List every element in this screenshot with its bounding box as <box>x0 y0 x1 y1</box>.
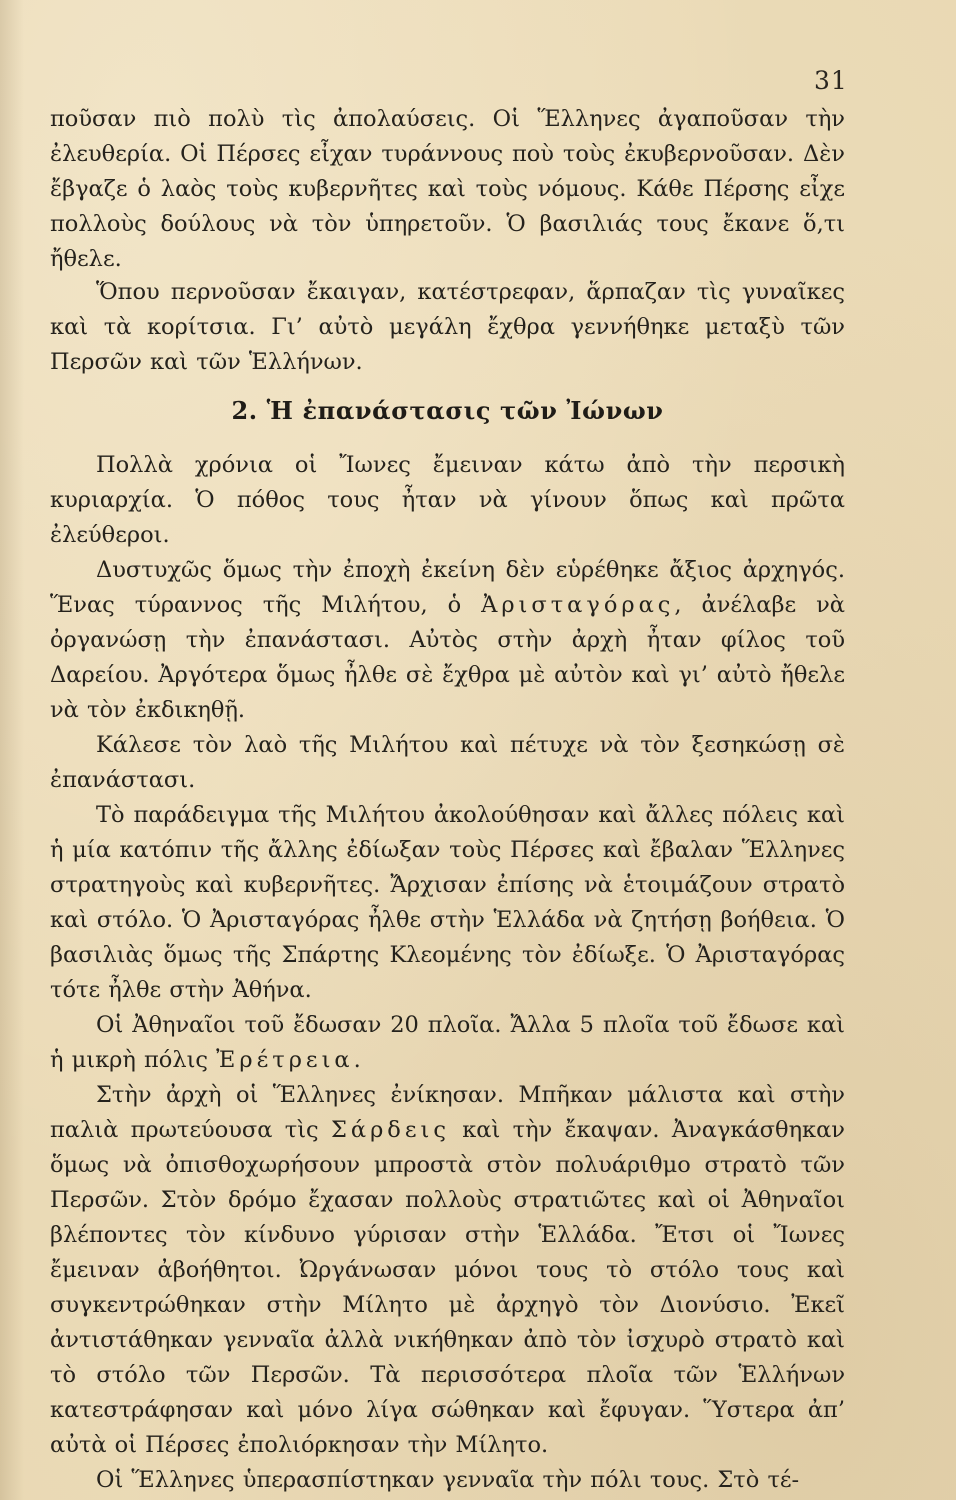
paragraph-hostility <box>50 275 845 380</box>
paragraph-sardis-and-defeat <box>50 1078 845 1463</box>
page-edge-shadow <box>0 0 24 1500</box>
paragraph-defense-of-miletus: Οἱ Ἕλληνες ὑπερασπίστηκαν γενναῖα τὴν πόλι τους. Στὸ τέ- <box>96 1467 800 1493</box>
paragraph-athenian-ships-part-1: Οἱ Ἀθηναῖοι τοῦ ἔδωσαν 20 πλοῖα. Ἄλλα 5 πλοῖα τοῦ ἔδωσε καὶ ἡ μικρὴ πόλις <box>50 1012 845 1073</box>
paragraph-sardis-part-1: Στὴν ἀρχὴ οἱ Ἕλληνες ἐνίκησαν. Μπῆκαν μάλιστα καὶ στὴν παλιὰ πρωτεύουσα τὶς <box>50 1082 845 1143</box>
section-heading: 2. Ἡ ἐπανάστασις τῶν Ἰώνων <box>231 396 664 425</box>
paragraph-continuation <box>50 102 845 277</box>
paragraph-sardis-part-2: καὶ τὴν ἔκαψαν. Ἀναγκάσθηκαν ὅμως νὰ ὀπισθοχωρήσουν μπροστὰ στὸν πολυάριθμο στρατὸ τῶν Περσῶν. Στὸν δρόμο ἔχασαν πολλοὺς στρατιῶτες καὶ οἱ Ἀθηναῖοι βλέποντες τὸν κίνδυνο γύρισαν στὴν Ἑλλάδα. Ἔτσι οἱ Ἴωνες ἔμειναν ἀβοήθητοι. Ὠργάνωσαν μόνοι τους τὸ στόλο τους καὶ συγκεντρώθηκαν στὴν Μίλητο μὲ ἀρχηγὸ τὸν Διονύσιο. Ἐκεῖ ἀντιστάθηκαν γενναῖα ἀλλὰ νικήθηκαν ἀπὸ τὸν ἰσχυρὸ στρατὸ καὶ τὸ στόλο τῶν Περσῶν. Τὰ περισσότερα πλοῖα τῶν Ἑλλήνων κατεστράφησαν καὶ μόνο λίγα σώθηκαν καὶ ἔφυγαν. Ὕστερα ἀπ’ αὐτὰ οἱ Πέρσες ἐπολιόρκησαν τὴν Μίλητο. <box>50 1117 845 1458</box>
paragraph-hostility-text: Ὅπου περνοῦσαν ἔκαιγαν, κατέστρεφαν, ἅρπαζαν τὶς γυναῖκες καὶ τὰ κορίτσια. Γι’ αὐτὸ μεγάλη ἔχθρα γεννήθηκε μεταξὺ τῶν Περσῶν καὶ τῶν Ἑλλήνων. <box>50 279 845 375</box>
paragraph-aristagoras <box>50 553 845 728</box>
paragraph-athenian-ships <box>50 1008 845 1078</box>
paragraph-aristagoras-part-2: , ἀνέλαβε νὰ ὀργανώσῃ τὴν ἐπανάστασι. Αὐτὸς στὴν ἀρχὴ ἦταν φίλος τοῦ Δαρείου. Ἀργότερα ὅμως ἦλθε σὲ ἔχθρα μὲ αὐτὸν καὶ γι’ αὐτὸ ἤθελε νὰ τὸν ἐκδικηθῇ. <box>50 592 845 723</box>
paragraph-other-cities: Τὸ παράδειγμα τῆς Μιλήτου ἀκολούθησαν καὶ ἄλλες πόλεις καὶ ἡ μία κατόπιν τῆς ἄλλης ἐδίωξαν τοὺς Πέρσες καὶ ἔβαλαν Ἕλληνες στρατηγοὺς καὶ κυβερνῆτες. Ἄρχισαν ἐπίσης νὰ ἑτοιμάζουν στρατὸ καὶ στόλο. Ὁ Ἀρισταγόρας ἦλθε στὴν Ἑλλάδα νὰ ζητήσῃ βοήθεια. Ὁ βασιλιὰς ὅμως τῆς Σπάρτης Κλεομένης τὸν ἐδίωξε. Ὁ Ἀρισταγόρας τότε ἦλθε στὴν Ἀθήνα. <box>50 802 845 1003</box>
name-eretria: Ἐρέτρεια <box>216 1047 354 1073</box>
paragraph-ionians: Πολλὰ χρόνια οἱ Ἴωνες ἔμειναν κάτω ἀπὸ τὴν περσικὴ κυριαρχία. Ὁ πόθος τους ἦταν νὰ γίνουν ὅπως καὶ πρῶτα ἐλεύθεροι. <box>50 452 845 548</box>
paragraph-aristagoras-part-1: Δυστυχῶς ὅμως τὴν ἐποχὴ ἐκείνη δὲν εὑρέθηκε ἄξιος ἀρχηγός. Ἕνας τύραννος τῆς Μιλήτου, ὁ <box>50 557 845 618</box>
page-number: 31 <box>814 66 848 95</box>
section-body <box>50 448 845 1498</box>
paragraph-persians-vs-greeks: ποῦσαν πιὸ πολὺ τὶς ἀπολαύσεις. Οἱ Ἕλληνες ἀγαποῦσαν τὴν ἐλευθερία. Οἱ Πέρσες εἶχαν τυράννους ποὺ τοὺς ἐκυβερνοῦσαν. Δὲν ἔβγαζε ὁ λαὸς τοὺς κυβερνῆτες καὶ τοὺς νόμους. Κάθε Πέρσης εἶχε πολλοὺς δούλους νὰ τὸν ὑπηρετοῦν. Ὁ βασιλιάς τους ἔκανε ὅ,τι ἤθελε. <box>50 106 845 272</box>
name-aristagoras: Ἀρισταγόρας <box>481 592 675 618</box>
paragraph-athenian-ships-part-2: . <box>353 1047 361 1073</box>
paragraph-miletus-uprising: Κάλεσε τὸν λαὸ τῆς Μιλήτου καὶ πέτυχε νὰ τὸν ξεσηκώσῃ σὲ ἐπανάστασι. <box>50 732 845 793</box>
name-sardis: Σάρδεις <box>330 1117 450 1143</box>
